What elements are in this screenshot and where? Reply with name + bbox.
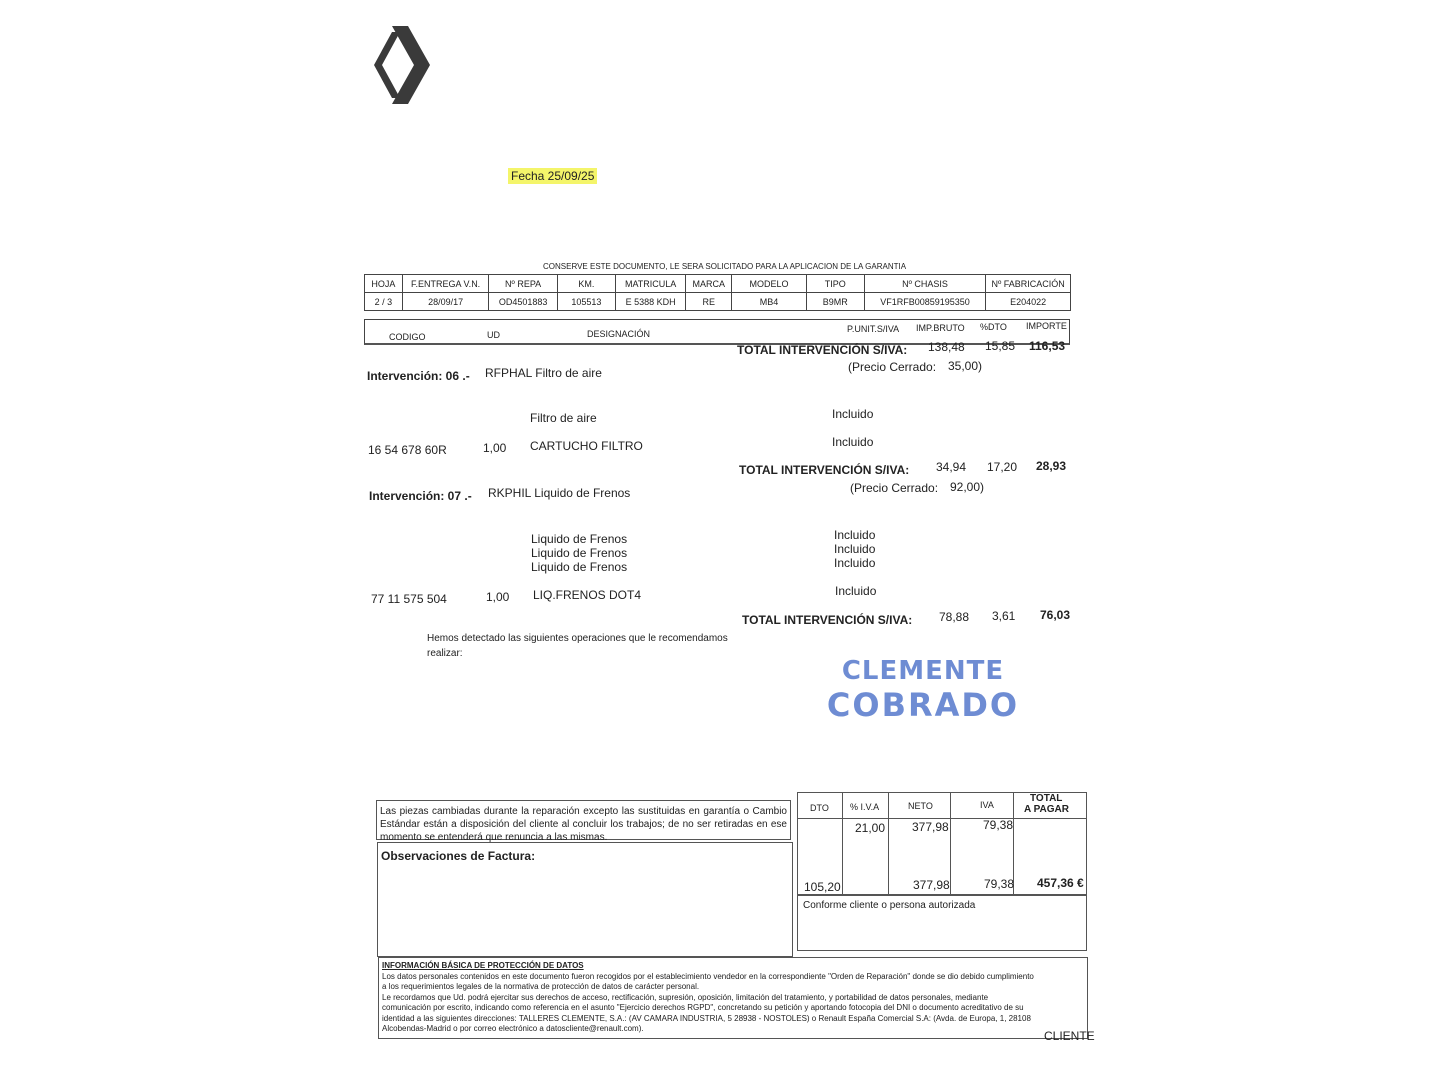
part-code: 16 54 678 60R bbox=[368, 443, 447, 457]
precio-cerrado-label: (Precio Cerrado: bbox=[850, 481, 939, 495]
header-cell: Nº CHASIS bbox=[864, 275, 985, 293]
intervention-07-desc: RKPHIL Liquido de Frenos bbox=[488, 486, 631, 500]
summary-divider bbox=[797, 818, 1087, 819]
legal-line: Le recordamos que Ud. podrá ejercitar sus derechos de acceso, rectificación, supresión, oposición, limitación del tratamiento, y portabilidad de datos personales, mediante bbox=[382, 992, 989, 1002]
total-bruto: 138,48 bbox=[928, 340, 965, 354]
incluido-text: Incluido bbox=[834, 556, 876, 570]
col-codigo: CODIGO bbox=[389, 332, 426, 342]
value-cell: 2 / 3 bbox=[365, 293, 403, 311]
sub-item-desc: Liquido de Frenos bbox=[531, 560, 628, 574]
observations-box bbox=[377, 842, 793, 957]
legal-line: identidad a las siguientes direcciones: TALLERES CLEMENTE, S.A.: (AV CAMARA INDUSTRIA, 5 28938 - NOSTOLES) o Renault España Comercial S.A: (Avda. de Europa, 1, 28108 bbox=[382, 1013, 1031, 1023]
document-date: Fecha 25/09/25 bbox=[508, 169, 597, 183]
total-intervention-label: TOTAL INTERVENCIÓN S/IVA: bbox=[739, 463, 910, 477]
recommend-text-2: realizar: bbox=[427, 648, 463, 659]
header-cell: KM. bbox=[557, 275, 615, 293]
incluido-text: Incluido bbox=[834, 528, 876, 542]
header-cell: TIPO bbox=[806, 275, 864, 293]
col-impbruto: IMP.BRUTO bbox=[916, 323, 965, 333]
vehicle-table-header-row bbox=[365, 275, 1071, 293]
value-cell: MB4 bbox=[732, 293, 806, 311]
data-protection-box bbox=[378, 957, 1088, 1039]
value-cell: 105513 bbox=[557, 293, 615, 311]
part-ud: 1,00 bbox=[486, 590, 510, 604]
header-cell: MODELO bbox=[732, 275, 806, 293]
vehicle-info-table bbox=[364, 274, 1071, 311]
col-punit: P.UNIT.S/IVA bbox=[847, 324, 900, 334]
total-dto: 3,61 bbox=[992, 609, 1016, 623]
sum-header-piva: % I.V.A bbox=[850, 802, 880, 812]
legal-line: Alcobendas-Madrid o por correo electrónico a datoscliente@renault.com). bbox=[382, 1024, 644, 1033]
paid-stamp bbox=[818, 652, 1028, 724]
signature-label: Conforme cliente o persona autorizada bbox=[803, 900, 976, 911]
observations-label: Observaciones de Factura: bbox=[381, 849, 536, 863]
total-dto: 15,85 bbox=[985, 339, 1016, 353]
total-importe: 116,53 bbox=[1029, 339, 1066, 353]
vehicle-table-value-row bbox=[365, 293, 1071, 311]
sum-header-total: TOTAL bbox=[1030, 793, 1063, 804]
total-to-pay: 457,36 € bbox=[1037, 876, 1084, 890]
summary-col-line bbox=[950, 792, 951, 895]
incluido-text: Incluido bbox=[832, 407, 874, 421]
intervention-06-label: Intervención: 06 .- bbox=[367, 369, 470, 383]
part-ud: 1,00 bbox=[483, 441, 507, 455]
sum-dto: 105,20 bbox=[804, 880, 841, 894]
renault-logo-icon bbox=[368, 22, 436, 108]
precio-cerrado-label: (Precio Cerrado: bbox=[848, 360, 937, 374]
intervention-07-label: Intervención: 07 .- bbox=[369, 489, 472, 503]
col-importe: IMPORTE bbox=[1026, 321, 1067, 331]
sum-neto-total: 377,98 bbox=[913, 878, 950, 892]
sum-header-apagar: A PAGAR bbox=[1024, 804, 1069, 815]
data-protection-title: INFORMACIÓN BÁSICA DE PROTECCIÓN DE DATOS bbox=[382, 961, 584, 970]
total-dto: 17,20 bbox=[987, 460, 1018, 474]
total-importe: 28,93 bbox=[1036, 459, 1067, 473]
precio-cerrado-value: 92,00) bbox=[950, 480, 985, 494]
signature-box bbox=[797, 895, 1087, 951]
legal-line: a los requerimientos legales de la normativa de protección de datos de carácter personal. bbox=[382, 982, 700, 991]
summary-col-line bbox=[888, 792, 889, 895]
value-cell: VF1RFB00859195350 bbox=[864, 293, 985, 311]
incluido-text: Incluido bbox=[835, 584, 877, 598]
sub-item-desc: Liquido de Frenos bbox=[531, 532, 628, 546]
header-cell: MARCA bbox=[686, 275, 732, 293]
header-cell: Nº FABRICACIÓN bbox=[986, 275, 1071, 293]
sum-iva-total: 79,38 bbox=[984, 877, 1015, 891]
value-cell: 28/09/17 bbox=[402, 293, 489, 311]
precio-cerrado-value: 35,00) bbox=[948, 359, 983, 373]
total-bruto: 34,94 bbox=[936, 460, 967, 474]
guarantee-notice: CONSERVE ESTE DOCUMENTO, LE SERA SOLICITADO PARA LA APLICACION DE LA GARANTIA bbox=[543, 262, 907, 271]
stamp-status: COBRADO bbox=[826, 686, 1020, 724]
part-name: CARTUCHO FILTRO bbox=[530, 439, 643, 453]
sum-header-dto: DTO bbox=[810, 803, 829, 813]
header-cell: F.ENTREGA V.N. bbox=[402, 275, 489, 293]
summary-col-line bbox=[842, 792, 843, 895]
stamp-company: CLEMENTE bbox=[841, 656, 1005, 686]
header-cell: HOJA bbox=[365, 275, 403, 293]
col-designacion: DESIGNACIÓN bbox=[587, 329, 651, 339]
intervention-06-desc: RFPHAL Filtro de aire bbox=[485, 366, 602, 380]
part-name: LIQ.FRENOS DOT4 bbox=[533, 588, 642, 602]
legal-line: Los datos personales contenidos en este documento fueron recogidos por el establecimiento vendedor en la correspondiente "Orden de Reparación" donde se dio debido cumplimiento bbox=[382, 971, 1034, 981]
value-cell: E204022 bbox=[986, 293, 1071, 311]
value-cell: B9MR bbox=[806, 293, 864, 311]
total-intervention-label: TOTAL INTERVENCIÓN S/IVA: bbox=[742, 613, 913, 627]
header-cell: MATRICULA bbox=[615, 275, 685, 293]
sub-item-desc: Filtro de aire bbox=[530, 411, 597, 425]
incluido-text: Incluido bbox=[832, 435, 874, 449]
part-code: 77 11 575 504 bbox=[371, 592, 447, 606]
col-dto: %DTO bbox=[980, 322, 1007, 332]
sum-piva: 21,00 bbox=[855, 821, 886, 835]
parts-disclaimer: Las piezas cambiadas durante la reparación excepto las sustituidas en garantía o Cambio Estándar están a disposición del cliente al concluir los trabajos; de no ser retiradas en ese momento se entenderá que renuncia a las mismas. bbox=[376, 800, 791, 840]
recommend-text: Hemos detectado las siguientes operaciones que le recomendamos bbox=[427, 633, 728, 644]
value-cell: E 5388 KDH bbox=[615, 293, 685, 311]
col-ud: UD bbox=[487, 330, 500, 340]
value-cell: OD4501883 bbox=[489, 293, 557, 311]
sum-iva: 79,38 bbox=[983, 818, 1014, 832]
header-cell: Nº REPA bbox=[489, 275, 557, 293]
sub-item-desc: Liquido de Frenos bbox=[531, 546, 628, 560]
copy-label: CLIENTE bbox=[1044, 1029, 1095, 1043]
sum-neto: 377,98 bbox=[912, 820, 949, 834]
sum-header-neto: NETO bbox=[908, 801, 933, 811]
total-importe: 76,03 bbox=[1040, 608, 1071, 622]
incluido-text: Incluido bbox=[834, 542, 876, 556]
total-intervention-label: TOTAL INTERVENCIÓN S/IVA: bbox=[737, 343, 908, 357]
sum-header-iva: IVA bbox=[980, 800, 994, 810]
legal-line: comunicación por escrito, indicando como referencia en el asunto "Ejercicio derechos RGPD", concretando su petición y aportando fotocopia del DNI o documento acreditativo de su bbox=[382, 1003, 1024, 1012]
total-bruto: 78,88 bbox=[939, 610, 970, 624]
value-cell: RE bbox=[686, 293, 732, 311]
